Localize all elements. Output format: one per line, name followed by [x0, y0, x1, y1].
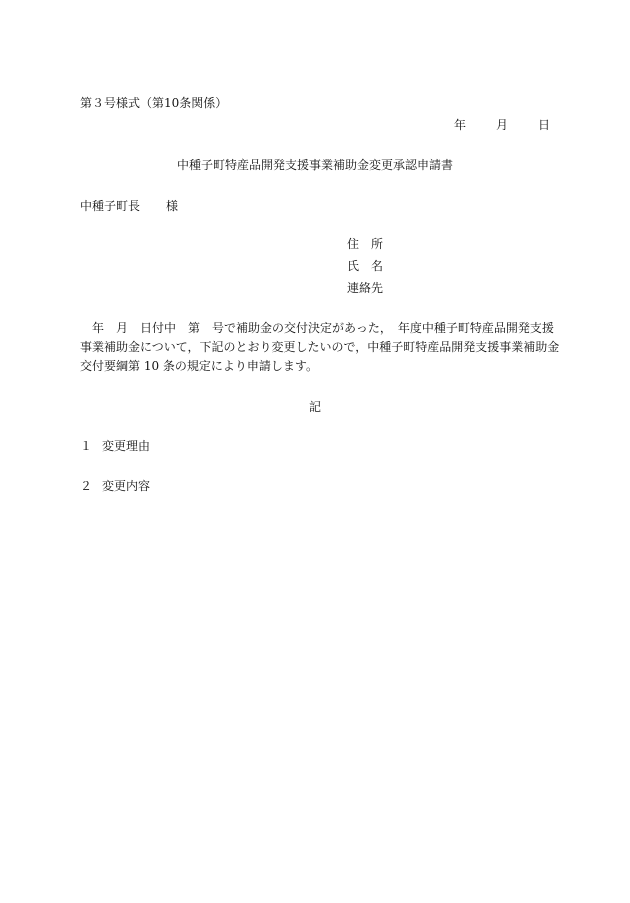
date-month-label: 月: [496, 118, 509, 132]
recipient-name: 中種子町長: [80, 199, 141, 213]
date-line: [454, 119, 550, 131]
item-change-content: [80, 480, 150, 492]
form-number: 第３号様式（第10条関係）: [80, 96, 228, 110]
item-number: ２: [80, 479, 93, 493]
contact-label: 連絡先: [347, 281, 384, 295]
ki-heading: 記: [308, 400, 321, 414]
recipient-honorific: 様: [166, 199, 179, 213]
item-change-reason: [80, 440, 150, 452]
document-title: 中種子町特産品開発支援事業補助金変更承認申請書: [176, 158, 453, 172]
name-label: 氏 名: [347, 259, 384, 273]
body-paragraph: [80, 319, 560, 376]
recipient: [80, 200, 178, 212]
item-label: 変更理由: [102, 439, 151, 453]
body-line: 年 月 日付中 第 号で補助金の交付決定があった， 年度中種子町特産品開発支援: [80, 321, 554, 335]
address-label: 住 所: [347, 237, 384, 251]
date-day-label: 日: [538, 118, 551, 132]
date-year-label: 年: [454, 118, 467, 132]
body-line: 交付要綱第 10 条の規定により申請します。: [80, 359, 318, 373]
item-label: 変更内容: [102, 479, 151, 493]
body-line: 事業補助金について，下記のとおり変更したいので，中種子町特産品開発支援事業補助金: [80, 340, 560, 354]
item-number: １: [80, 439, 93, 453]
